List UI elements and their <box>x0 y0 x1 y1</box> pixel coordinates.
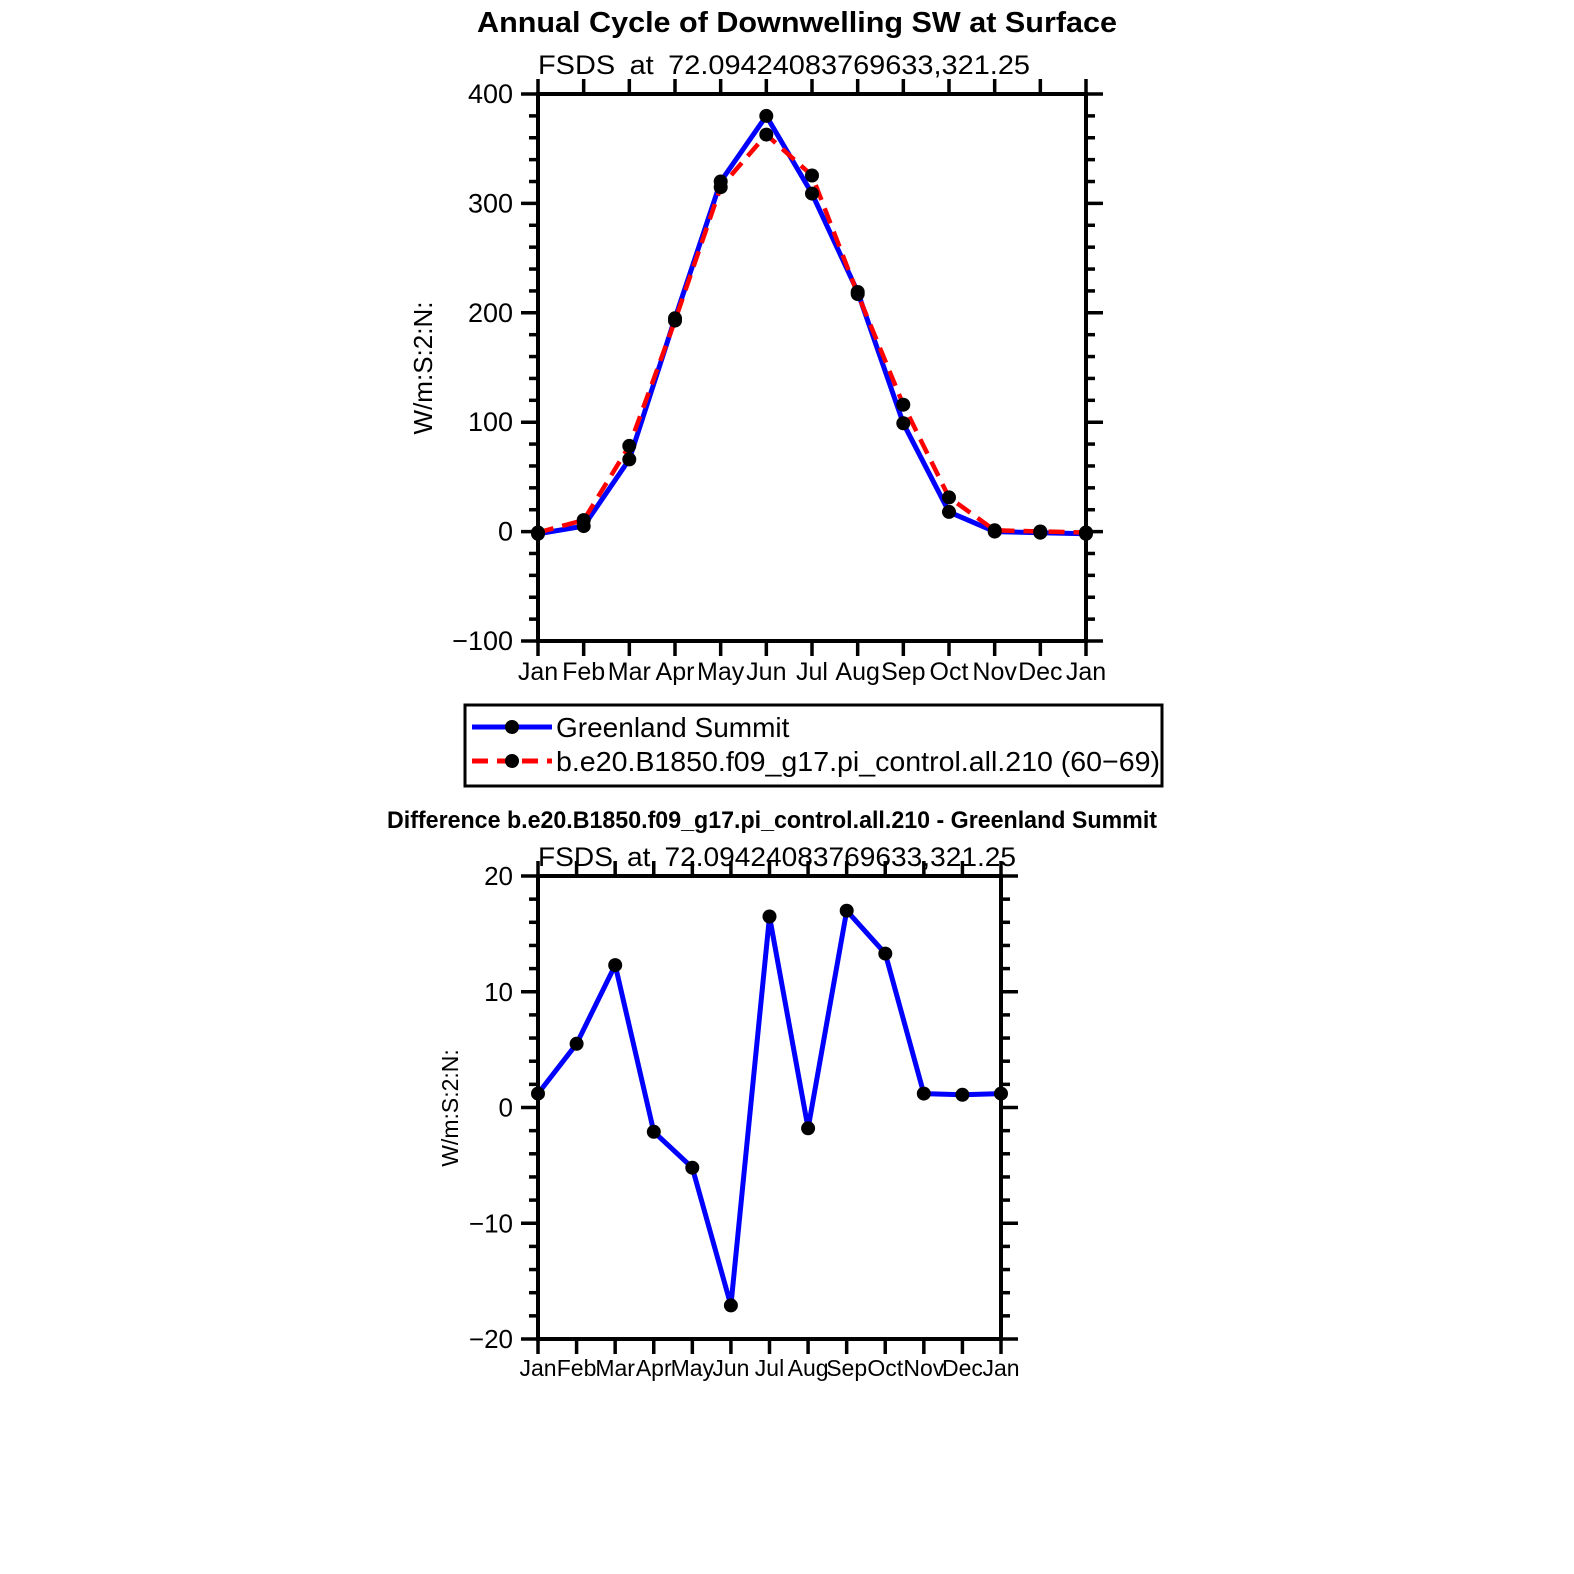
x-tick-label: Sep <box>881 658 926 686</box>
x-tick-label: Jan <box>1065 658 1107 686</box>
y-tick-label: 0 <box>498 1092 513 1123</box>
y-tick-label: 300 <box>467 188 513 219</box>
x-tick-label: May <box>697 658 745 686</box>
x-tick-label: Dec <box>941 1355 983 1381</box>
data-point-marker <box>759 128 773 142</box>
y-tick-label: 200 <box>467 297 513 328</box>
data-point-marker <box>622 439 636 453</box>
data-point-marker <box>955 1088 969 1102</box>
x-tick-label: Jan <box>519 1355 557 1381</box>
y-tick-label: −10 <box>468 1208 513 1239</box>
legend-red-marker-dot <box>505 754 519 768</box>
legend-box <box>465 705 1162 786</box>
data-point-marker <box>1033 525 1047 539</box>
x-tick-label: Jun <box>712 1355 750 1381</box>
x-tick-label: Jan <box>982 1355 1020 1381</box>
data-point-marker <box>724 1298 738 1312</box>
x-tick-label: Aug <box>835 658 880 686</box>
bottom-chart-subtitle: FSDS at 72.09424083769633,321.25 <box>538 842 1016 872</box>
data-point-marker <box>942 505 956 519</box>
bottom-chart-y-axis-label: W/m:S:2:N: <box>437 1049 463 1167</box>
data-point-marker <box>714 180 728 194</box>
x-tick-label: Nov <box>903 1355 945 1381</box>
x-tick-label: Feb <box>556 1355 597 1381</box>
top-chart-y-axis-label: W/m:S:2:N: <box>408 301 438 435</box>
data-point-marker <box>577 513 591 527</box>
y-tick-label: 0 <box>497 516 513 547</box>
top-chart-plot <box>452 79 1106 686</box>
legend-entry-model-run: b.e20.B1850.f09_g17.pi_control.all.210 (60−69) <box>556 746 1160 777</box>
data-point-marker <box>801 1121 815 1135</box>
data-point-marker <box>759 109 773 123</box>
data-point-marker <box>763 910 777 924</box>
legend-blue-marker-dot <box>505 720 519 734</box>
x-tick-label: Nov <box>972 658 1017 686</box>
data-point-marker <box>608 958 622 972</box>
data-point-marker <box>896 416 910 430</box>
y-tick-label: 10 <box>484 976 513 1007</box>
x-tick-label: Mar <box>607 658 651 686</box>
data-point-marker <box>685 1161 699 1175</box>
data-point-marker <box>805 169 819 183</box>
data-point-marker <box>840 904 854 918</box>
x-tick-label: May <box>670 1355 715 1381</box>
plot-border <box>538 876 1001 1339</box>
top-chart-title: Annual Cycle of Downwelling SW at Surface <box>477 7 1117 39</box>
x-tick-label: Aug <box>787 1355 829 1381</box>
x-tick-label: Oct <box>867 1355 904 1381</box>
x-tick-label: Apr <box>635 1355 672 1381</box>
data-point-marker <box>878 947 892 961</box>
x-tick-label: Jul <box>796 658 828 686</box>
data-point-marker <box>988 523 1002 537</box>
data-point-marker <box>570 1037 584 1051</box>
data-point-marker <box>531 526 545 540</box>
y-tick-label: 20 <box>484 861 513 891</box>
x-tick-label: Feb <box>562 658 606 686</box>
data-point-marker <box>896 398 910 412</box>
data-point-marker <box>647 1125 661 1139</box>
x-tick-label: Jun <box>746 658 787 686</box>
data-point-marker <box>668 314 682 328</box>
bottom-chart-plot <box>469 861 1020 1381</box>
x-tick-label: Jul <box>754 1355 785 1381</box>
bottom-chart-title: Difference b.e20.B1850.f09_g17.pi_control.all.210 - Greenland Summit <box>387 807 1157 834</box>
data-point-marker <box>994 1087 1008 1101</box>
y-tick-label: 400 <box>467 79 513 109</box>
x-tick-label: Oct <box>929 658 969 686</box>
y-tick-label: 100 <box>467 407 513 438</box>
x-tick-label: Dec <box>1018 658 1063 686</box>
x-tick-label: Sep <box>826 1355 868 1381</box>
y-tick-label: −20 <box>468 1324 513 1354</box>
data-point-marker <box>851 287 865 301</box>
data-point-marker <box>917 1087 931 1101</box>
x-tick-label: Jan <box>517 658 559 686</box>
top-chart-subtitle: FSDS at 72.09424083769633,321.25 <box>538 50 1030 80</box>
y-tick-label: −100 <box>452 626 513 656</box>
series-line-difference <box>538 911 1001 1306</box>
x-tick-label: Mar <box>595 1355 635 1381</box>
x-tick-label: Apr <box>655 658 695 686</box>
data-point-marker <box>805 187 819 201</box>
legend-entry-greenland-summit: Greenland Summit <box>556 712 790 743</box>
data-point-marker <box>622 452 636 466</box>
data-point-marker <box>531 1087 545 1101</box>
data-point-marker <box>1079 526 1093 540</box>
data-point-marker <box>942 490 956 504</box>
